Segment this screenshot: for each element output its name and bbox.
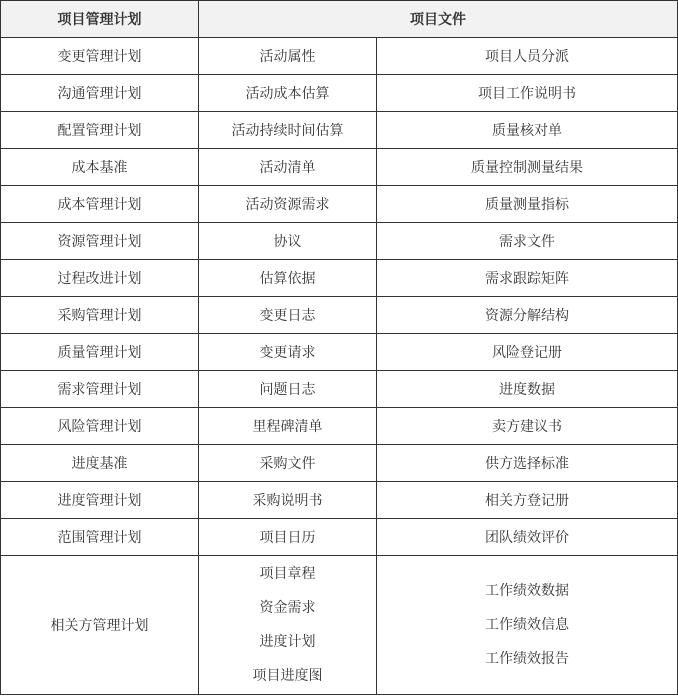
document-cell: 质量核对单: [377, 112, 678, 149]
document-cell: 协议: [199, 223, 377, 260]
document-item: 工作绩效报告: [485, 651, 569, 667]
document-item: 工作绩效数据: [485, 583, 569, 599]
plan-cell: 相关方管理计划: [1, 556, 199, 695]
plan-cell: 进度基准: [1, 445, 199, 482]
document-cell: 活动清单: [199, 149, 377, 186]
document-cell: 卖方建议书: [377, 408, 678, 445]
table-row: [1, 149, 678, 186]
document-cell: 风险登记册: [377, 334, 678, 371]
header-docs: 项目文件: [199, 1, 678, 38]
document-cell: 活动属性: [199, 38, 377, 75]
document-cell: 问题日志: [199, 371, 377, 408]
document-item: 项目章程: [259, 566, 316, 582]
plan-cell: 需求管理计划: [1, 371, 199, 408]
document-cell: 采购说明书: [199, 482, 377, 519]
plan-cell: 过程改进计划: [1, 260, 199, 297]
document-cell: 需求文件: [377, 223, 678, 260]
document-cell: 里程碑清单: [199, 408, 377, 445]
plan-cell: 进度管理计划: [1, 482, 199, 519]
document-cell: 项目人员分派: [377, 38, 678, 75]
document-item: 项目进度图: [252, 668, 323, 684]
table-row: [1, 260, 678, 297]
document-cell: 团队绩效评价: [377, 519, 678, 556]
table-row: [1, 371, 678, 408]
document-cell: 估算依据: [199, 260, 377, 297]
document-cell: 资源分解结构: [377, 297, 678, 334]
document-item: 资金需求: [259, 600, 316, 616]
plan-cell: 成本管理计划: [1, 186, 199, 223]
plan-cell: 配置管理计划: [1, 112, 199, 149]
document-cell: 供方选择标准: [377, 445, 678, 482]
document-cell: 变更请求: [199, 334, 377, 371]
document-cell: 采购文件: [199, 445, 377, 482]
document-cell: 质量测量指标: [377, 186, 678, 223]
document-cell: 活动资源需求: [199, 186, 377, 223]
document-cell: 质量控制测量结果: [377, 149, 678, 186]
document-cell: 活动持续时间估算: [199, 112, 377, 149]
table-row: [1, 408, 678, 445]
document-cell: 变更日志: [199, 297, 377, 334]
header-plan: 项目管理计划: [1, 1, 199, 38]
plan-cell: 质量管理计划: [1, 334, 199, 371]
document-item: 进度计划: [259, 634, 316, 650]
plan-cell: 采购管理计划: [1, 297, 199, 334]
document-cell: 进度数据: [377, 371, 678, 408]
table-row: [1, 482, 678, 519]
table-row: [1, 75, 678, 112]
table-row: [1, 112, 678, 149]
plan-cell: 变更管理计划: [1, 38, 199, 75]
document-cell-stack: [377, 556, 678, 695]
header-row: [1, 1, 678, 38]
plan-cell: 沟通管理计划: [1, 75, 199, 112]
plan-cell: 风险管理计划: [1, 408, 199, 445]
plan-cell: 资源管理计划: [1, 223, 199, 260]
table-row: [1, 186, 678, 223]
table-row: [1, 223, 678, 260]
document-item: 工作绩效信息: [485, 617, 569, 633]
document-cell-stack: [199, 556, 377, 695]
plan-cell: 成本基准: [1, 149, 199, 186]
document-cell: 需求跟踪矩阵: [377, 260, 678, 297]
document-cell: 项目工作说明书: [377, 75, 678, 112]
plan-cell: 范围管理计划: [1, 519, 199, 556]
table-row: [1, 445, 678, 482]
table-row: [1, 38, 678, 75]
document-cell: 项目日历: [199, 519, 377, 556]
document-cell: 相关方登记册: [377, 482, 678, 519]
table-row: [1, 519, 678, 556]
table-row: [1, 334, 678, 371]
document-cell: 活动成本估算: [199, 75, 377, 112]
table-row-last: [1, 556, 678, 695]
table-row: [1, 297, 678, 334]
